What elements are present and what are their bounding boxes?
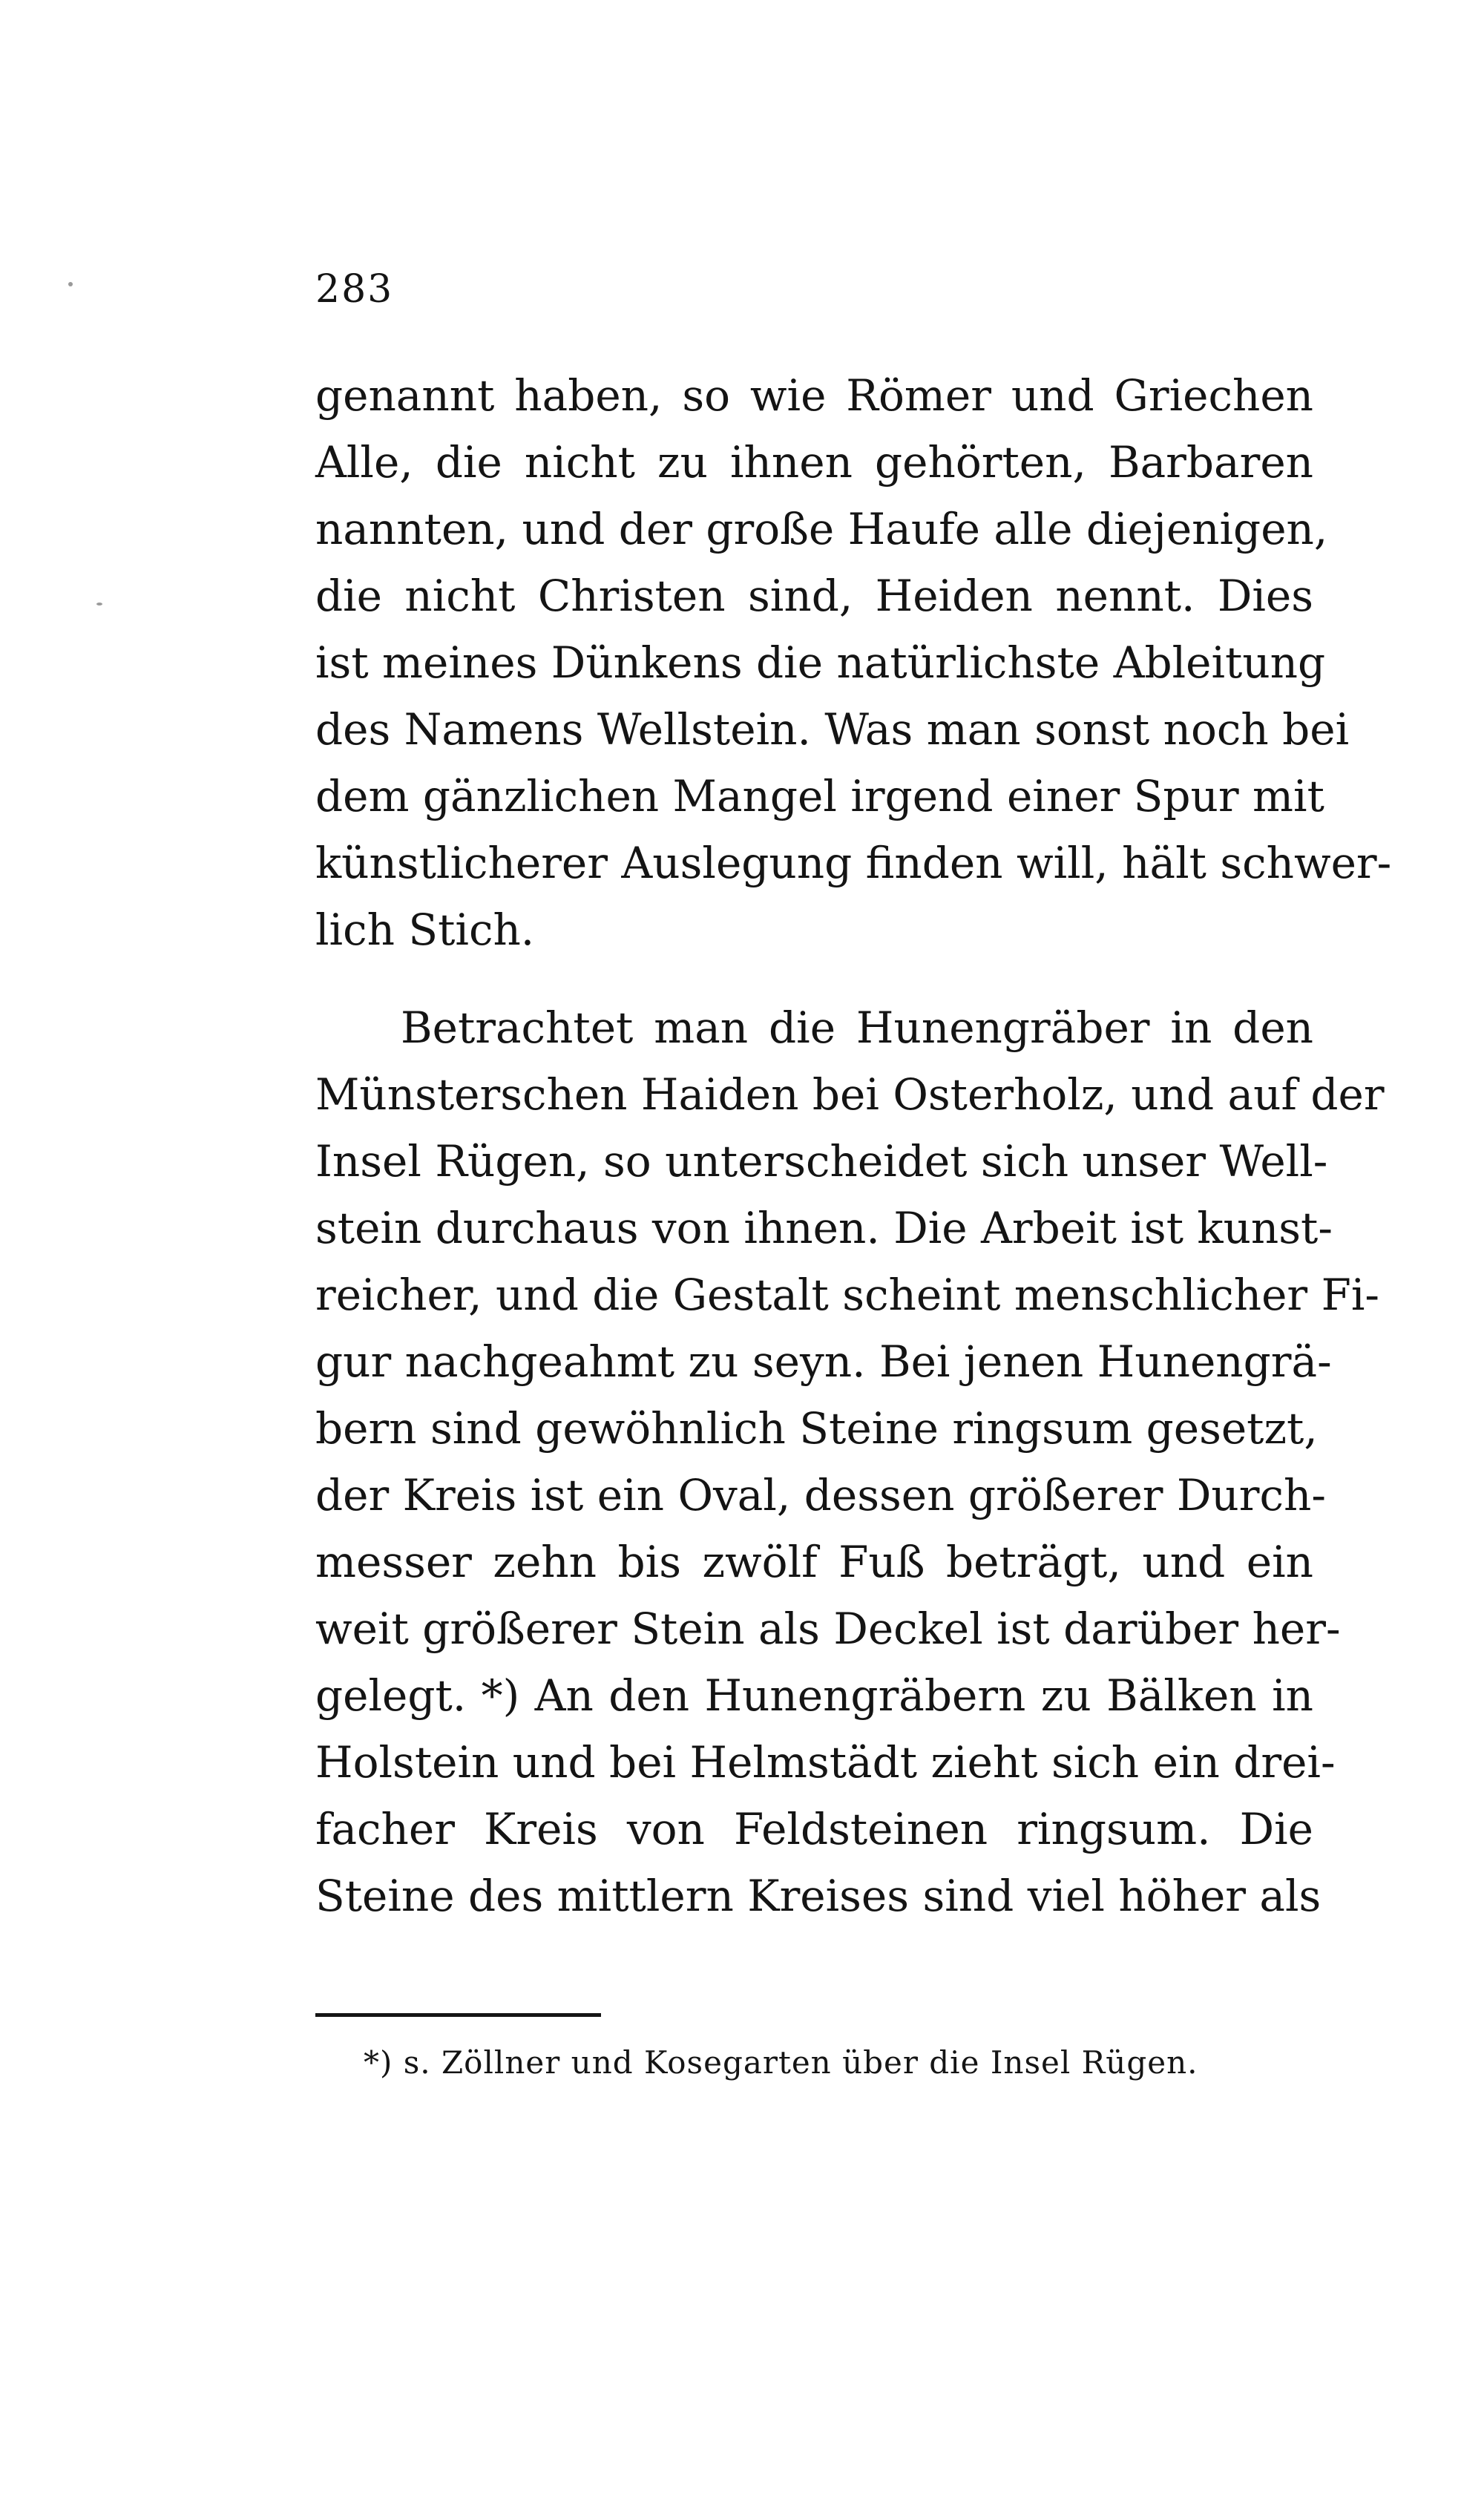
text-line: facher Kreis von Feldsteinen ringsum. Die bbox=[315, 1804, 1313, 1854]
page-number: 283 bbox=[315, 267, 394, 312]
text-line: genannt haben, so wie Römer und Griechen bbox=[315, 370, 1313, 421]
text-line: gelegt. *) An den Hunengräbern zu Bälken in bbox=[315, 1670, 1313, 1721]
text-line: dem gänzlichen Mangel irgend einer Spur mit bbox=[315, 771, 1324, 821]
text-line: Münsterschen Haiden bei Osterholz, und auf der bbox=[315, 1069, 1385, 1120]
footnote: *) s. Zöllner und Kosegarten über die Insel Rügen. bbox=[364, 2044, 1198, 2081]
scan-speck bbox=[68, 282, 73, 286]
text-line: weit größerer Stein als Deckel ist darüber her- bbox=[315, 1604, 1341, 1654]
text-line: Alle, die nicht zu ihnen gehörten, Barbaren bbox=[315, 437, 1313, 488]
text-line: die nicht Christen sind, Heiden nennt. Dies bbox=[315, 571, 1313, 621]
footnote-rule bbox=[315, 2013, 601, 2017]
text-line: Betrachtet man die Hunengräber in den bbox=[401, 1002, 1313, 1053]
text-line: messer zehn bis zwölf Fuß beträgt, und ein bbox=[315, 1537, 1313, 1587]
text-line: Holstein und bei Helmstädt zieht sich ein drei- bbox=[315, 1737, 1336, 1788]
text-line: der Kreis ist ein Oval, dessen größerer Durch- bbox=[315, 1470, 1326, 1520]
text-line: gur nachgeahmt zu seyn. Bei jenen Hunengrä- bbox=[315, 1336, 1332, 1387]
text-line: künstlicherer Auslegung finden will, hält schwer- bbox=[315, 838, 1392, 888]
text-line: des Namens Wellstein. Was man sonst noch bei bbox=[315, 704, 1350, 755]
text-line: nannten, und der große Haufe alle diejenigen, bbox=[315, 504, 1328, 554]
text-line: reicher, und die Gestalt scheint menschlicher Fi- bbox=[315, 1270, 1379, 1320]
text-line: stein durchaus von ihnen. Die Arbeit ist kunst- bbox=[315, 1203, 1333, 1253]
text-line: ist meines Dünkens die natürlichste Ableitung bbox=[315, 637, 1326, 688]
text-line: Insel Rügen, so unterscheidet sich unser Well- bbox=[315, 1136, 1328, 1187]
text-line: bern sind gewöhnlich Steine ringsum gesetzt, bbox=[315, 1403, 1318, 1454]
text-line: lich Stich. bbox=[315, 905, 535, 955]
text-line: Steine des mittlern Kreises sind viel höher als bbox=[315, 1871, 1322, 1921]
scan-speck bbox=[96, 603, 102, 606]
